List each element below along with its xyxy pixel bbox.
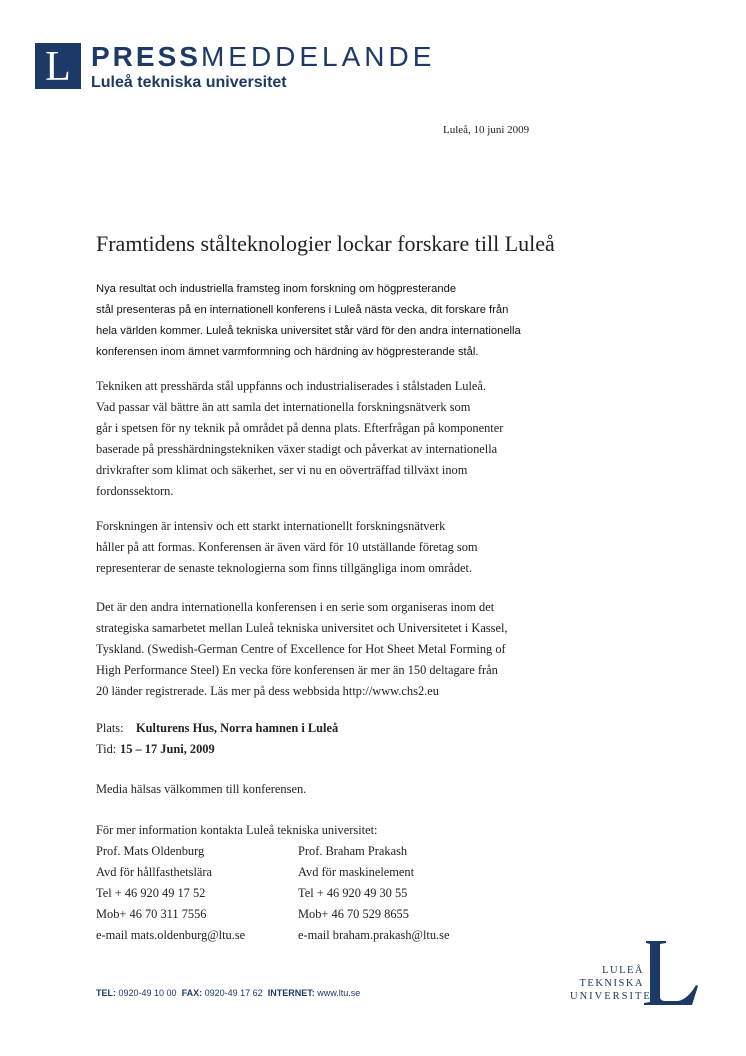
contact-dept: Avd för maskinelement	[298, 865, 415, 879]
body-paragraph-2	[96, 516, 576, 579]
body-line: representerar de senaste teknologierna som finns tillgängliga inom området.	[96, 561, 473, 575]
body-paragraph-3	[96, 597, 576, 702]
logo-letter: L	[45, 44, 71, 90]
footer-logo-line1: LULEÅ	[602, 965, 644, 976]
place-value: Kulturens Hus, Norra hamnen i Luleå	[136, 721, 339, 735]
title-bold: PRESS	[91, 41, 201, 72]
lead-line: stål presenteras på en internationell konferens i Luleå nästa vecka, dit forskare från	[96, 304, 509, 316]
university-name: Luleå tekniska universitet	[91, 74, 287, 91]
contact-email[interactable]: e-mail mats.oldenburg@ltu.se	[96, 928, 246, 942]
body-line: går i spetsen för ny teknik på området på denna plats. Efterfrågan på komponenter	[96, 421, 504, 435]
contact-tel: Tel + 46 920 49 30 55	[298, 886, 408, 900]
footer-tel-label: TEL:	[96, 988, 116, 998]
title-light: MEDDELANDE	[200, 41, 436, 72]
body-line: Vad passar väl bättre än att samla det internationella forskningsnätverk som	[96, 400, 471, 414]
footer-contact-line	[96, 988, 360, 998]
footer-tel-value: 0920-49 10 00	[118, 988, 177, 998]
headline: Framtidens stålteknologier lockar forskare till Luleå	[96, 231, 555, 256]
lead-line: konferensen inom ämnet varmformning och härdning av högpresterande stål.	[96, 346, 479, 358]
body-line: High Performance Steel) En vecka före konferensen är mer än 150 deltagare från	[96, 663, 498, 677]
footer-fax-label: FAX:	[181, 988, 203, 998]
contact-section	[96, 820, 450, 942]
body-line: drivkrafter som klimat och säkerhet, ser vi nu en oöverträffad tillväxt inom	[96, 463, 468, 477]
footer-logo-line2: TEKNISKA	[579, 978, 644, 989]
body-line: baserade på presshärdningstekniken växer stadigt och påverkat av internationella	[96, 442, 498, 456]
contact-name: Prof. Braham Prakash	[298, 844, 408, 858]
body-line: Tekniken att presshärda stål uppfanns och industrialiserades i stålstaden Luleå.	[96, 379, 487, 393]
contact-person-1	[96, 841, 245, 946]
body-line: fordonssektorn.	[96, 484, 174, 498]
media-invitation: Media hälsas välkommen till konferensen.	[96, 782, 307, 796]
date-line: Luleå, 10 juni 2009	[443, 124, 530, 136]
lead-line: hela världen kommer. Luleå tekniska universitet står värd för den andra internationella	[96, 325, 521, 337]
body-paragraph-1	[96, 376, 576, 502]
time-label: Tid:	[96, 742, 117, 756]
body-line: 20 länder registrerade. Läs mer på dess webbsida http://www.chs2.eu	[96, 684, 439, 698]
footer-university-logo	[562, 935, 702, 1015]
press-release-title	[91, 40, 435, 74]
contact-tel: Tel + 46 920 49 17 52	[96, 886, 206, 900]
university-logo-box	[35, 43, 81, 89]
place-label: Plats:	[96, 721, 124, 735]
footer-internet-value[interactable]: www.ltu.se	[317, 988, 361, 998]
event-place	[96, 718, 338, 739]
time-value: 15 – 17 Juni, 2009	[120, 742, 215, 756]
event-time	[96, 739, 215, 760]
contact-name: Prof. Mats Oldenburg	[96, 844, 205, 858]
footer-logo-line3: UNIVERSITET	[570, 991, 661, 1002]
body-line: håller på att formas. Konferensen är även värd för 10 utställande företag som	[96, 540, 478, 554]
lead-paragraph	[96, 279, 616, 363]
body-line: Tyskland. (Swedish-German Centre of Excellence for Hot Sheet Metal Forming of	[96, 642, 506, 656]
body-line: Det är den andra internationella konferensen i en serie som organiseras inom det	[96, 600, 495, 614]
contact-intro: För mer information kontakta Luleå tekniska universitet:	[96, 823, 378, 837]
footer-fax-value: 0920-49 17 62	[204, 988, 263, 998]
footer-internet-label: INTERNET:	[267, 988, 315, 998]
body-line: strategiska samarbetet mellan Luleå tekniska universitet och Universitetet i Kassel,	[96, 621, 508, 635]
contact-dept: Avd för hållfasthetslära	[96, 865, 213, 879]
contact-email[interactable]: e-mail braham.prakash@ltu.se	[298, 928, 450, 942]
contact-mob: Mob+ 46 70 529 8655	[298, 907, 409, 921]
contact-mob: Mob+ 46 70 311 7556	[96, 907, 207, 921]
body-line: Forskningen är intensiv och ett starkt internationellt forskningsnätverk	[96, 519, 446, 533]
lead-line: Nya resultat och industriella framsteg inom forskning om högpresterande	[96, 283, 457, 295]
contact-person-2	[298, 841, 449, 946]
